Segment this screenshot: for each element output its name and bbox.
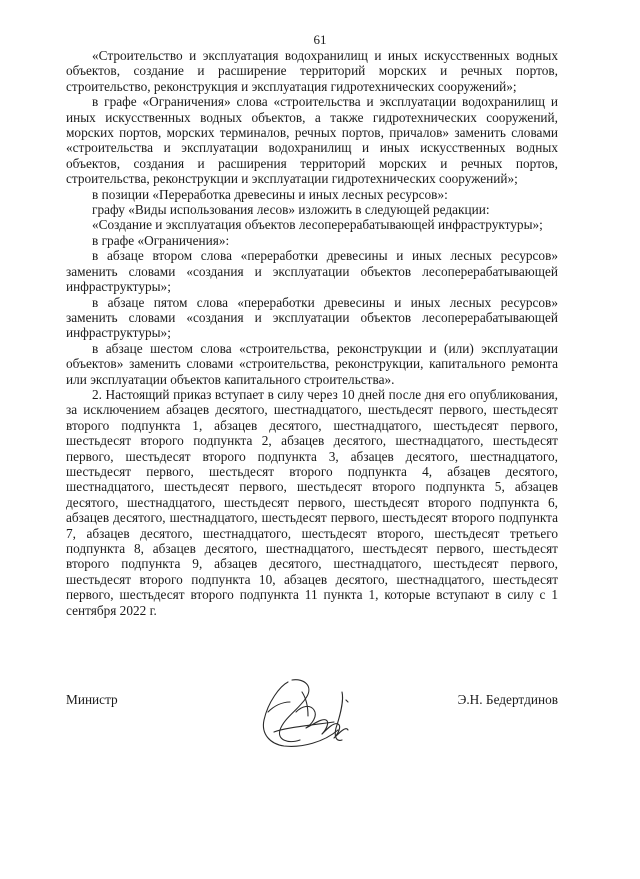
paragraph: в позиции «Переработка древесины и иных лесных ресурсов»: [92, 186, 448, 202]
signature-icon [244, 672, 364, 756]
signer-name: Э.Н. Бедертдинов [457, 692, 558, 707]
paragraph: графу «Виды использования лесов» изложить в следующей редакции: [92, 202, 490, 218]
paragraph: в абзаце пятом слова «переработки древесины и иных лесных ресурсов» заменить словами «создания и эксплуатации объектов лесоперерабатывающей инфраструктуры»; [66, 294, 558, 341]
signer-position: Министр [66, 692, 118, 707]
document-body [66, 48, 558, 618]
page-number: 61 [313, 32, 327, 47]
paragraph: в графе «Ограничения»: [92, 232, 230, 248]
paragraph: «Создание и эксплуатация объектов лесоперерабатывающей инфраструктуры»; [92, 217, 543, 233]
paragraph: в абзаце шестом слова «строительства, реконструкции и (или) эксплуатации объектов» заменить словами «строительства, реконструкции, капитального ремонта или эксплуатации объектов капитального строительства». [66, 340, 558, 387]
paragraph: в графе «Ограничения» слова «строительства и эксплуатации водохранилищ и иных искусственных водных объектов, а также гидротехнических сооружений, морских портов, морских терминалов, речных портов, причалов» заменить словами «строительства и эксплуатации водохранилищ и иных искусственных водных объектов, создания и расширения территорий морских и речных портов, строительства, реконструкции и эксплуатации гидротехнических сооружений»; [66, 94, 558, 187]
handwritten-signature [244, 672, 364, 756]
paragraph: в абзаце втором слова «переработки древесины и иных лесных ресурсов» заменить словами «создания и эксплуатации объектов лесоперерабатывающей инфраструктуры»; [66, 248, 558, 295]
paragraph: «Строительство и эксплуатация водохранилищ и иных искусственных водных объектов, создание и расширение территорий морских и речных портов, строительство, реконструкция и эксплуатация гидротехнических сооружений»; [66, 48, 558, 94]
paragraph: 2. Настоящий приказ вступает в силу через 10 дней после дня его опубликования, за исключением абзацев десятого, шестнадцатого, шестьдесят первого, шестьдесят второго подпункта 1, абзацев десятого, шестнадцатого, шестьдесят первого, шестьдесят второго подпункта 2, абзацев десятого, шестнадцатого, шестьдесят первого, шестьдесят второго подпункта 3, абзацев десятого, шестнадцатого, шестьдесят первого, шестьдесят второго подпункта 4, абзацев десятого, шестнадцатого, шестьдесят первого, шестьдесят второго подпункта 5, абзацев десятого, шестнадцатого, шестьдесят первого, шестьдесят второго подпункта 6, абзацев десятого, шестнадцатого, шестьдесят первого, шестьдесят второго подпункта 7, абзацев десятого, шестнадцатого, шестьдесят второго, шестьдесят третьего подпункта 8, абзацев десятого, шестнадцатого, шестьдесят первого, шестьдесят второго подпункта 9, абзацев десятого, шестнадцатого, шестьдесят первого, шестьдесят второго подпункта 10, абзацев десятого, шестнадцатого, шестьдесят первого, шестьдесят второго подпункта 11 пункта 1, которые вступают в силу с 1 сентября 2022 г. [66, 386, 558, 618]
